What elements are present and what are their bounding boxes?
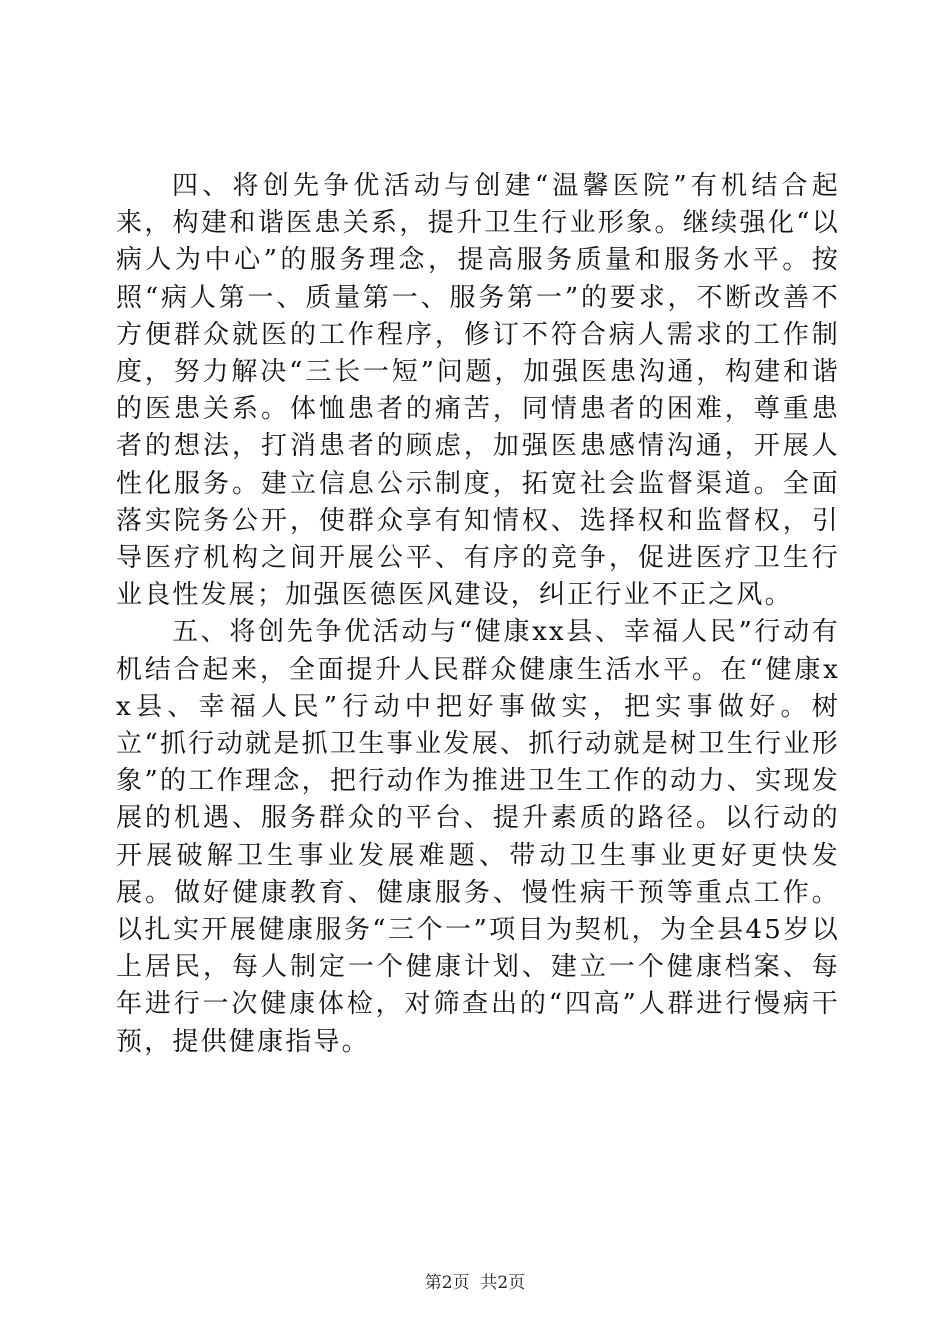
document-body	[116, 168, 840, 1061]
paragraph-5: 五、将创先争优活动与“健康xx县、幸福人民”行动有机结合起来，全面提升人民群众健康生活水平。在“健康xx县、幸福人民”行动中把好事做实，把实事做好。树立“抓行动就是抓卫生事业发展、抓行动就是树卫生行业形象”的工作理念，把行动作为推进卫生工作的动力、实现发展的机遇、服务群众的平台、提升素质的路径。以行动的开展破解卫生事业发展难题、带动卫生事业更好更快发展。做好健康教育、健康服务、慢性病干预等重点工作。以扎实开展健康服务“三个一”项目为契机，为全县45岁以上居民，每人制定一个健康计划、建立一个健康档案、每年进行一次健康体检，对筛查出的“四高”人群进行慢病干预，提供健康指导。	[116, 617, 840, 1057]
page-footer	[0, 1272, 950, 1294]
page-number-label: 第2页 共2页	[424, 1273, 526, 1293]
paragraph-4: 四、将创先争优活动与创建“温馨医院”有机结合起来，构建和谐医患关系，提升卫生行业形象。继续强化“以病人为中心”的服务理念，提高服务质量和服务水平。按照“病人第一、质量第一、服务第一”的要求，不断改善不方便群众就医的工作程序，修订不符合病人需求的工作制度，努力解决“三长一短”问题，加强医患沟通，构建和谐的医患关系。体恤患者的痛苦，同情患者的困难，尊重患者的想法，打消患者的顾虑，加强医患感情沟通，开展人性化服务。建立信息公示制度，拓宽社会监督渠道。全面落实院务公开，使群众享有知情权、选择权和监督权，引导医疗机构之间开展公平、有序的竞争，促进医疗卫生行业良性发展；加强医德医风建设，纠正行业不正之风。	[116, 171, 840, 611]
